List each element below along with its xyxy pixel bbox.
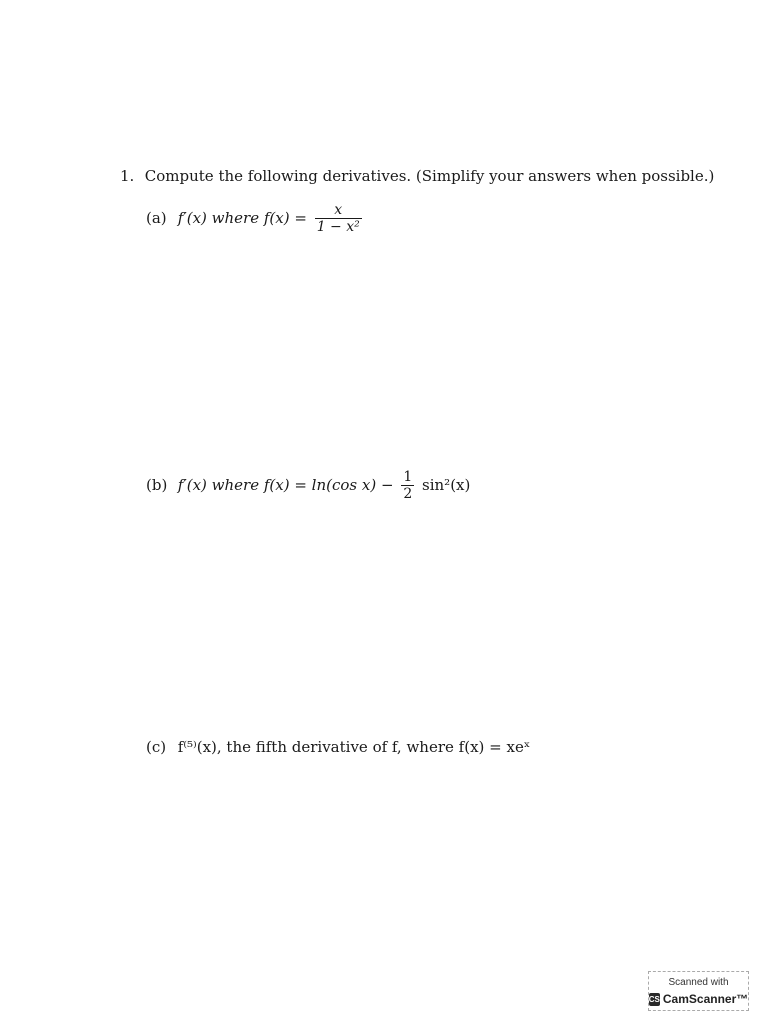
camscanner-logo-icon: CS xyxy=(648,994,660,1004)
part-c-label: (c) xyxy=(146,738,167,756)
watermark-line1: Scanned with xyxy=(668,977,729,988)
part-b-denominator: 2 xyxy=(403,486,413,502)
problem-1 xyxy=(120,166,714,186)
part-b-tail: sin²(x) xyxy=(422,476,471,494)
part-b-numerator: 1 xyxy=(403,469,413,485)
part-b-label: (b) xyxy=(146,476,168,494)
problem-statement: Compute the following derivatives. (Simplify your answers when possible.) xyxy=(144,167,715,185)
part-a-lead: f′(x) where f(x) = xyxy=(177,209,307,227)
part-c xyxy=(146,737,530,757)
problem-number: 1. xyxy=(120,167,135,185)
part-a xyxy=(146,202,365,236)
part-a-label: (a) xyxy=(146,209,167,227)
part-b-lead: f′(x) where f(x) = ln(cos x) − xyxy=(177,476,394,494)
part-a-fraction xyxy=(315,202,362,236)
watermark-brand-row xyxy=(649,992,748,1006)
camscanner-watermark xyxy=(648,971,749,1011)
part-c-text: f⁽⁵⁾(x), the fifth derivative of f, where f(x) = xeˣ xyxy=(177,738,531,756)
part-a-numerator: x xyxy=(315,202,362,219)
watermark-brand: CamScanner™ xyxy=(662,992,749,1006)
part-a-denominator: 1 − x² xyxy=(316,219,360,235)
part-b-fraction xyxy=(401,469,414,503)
part-b xyxy=(146,469,470,503)
